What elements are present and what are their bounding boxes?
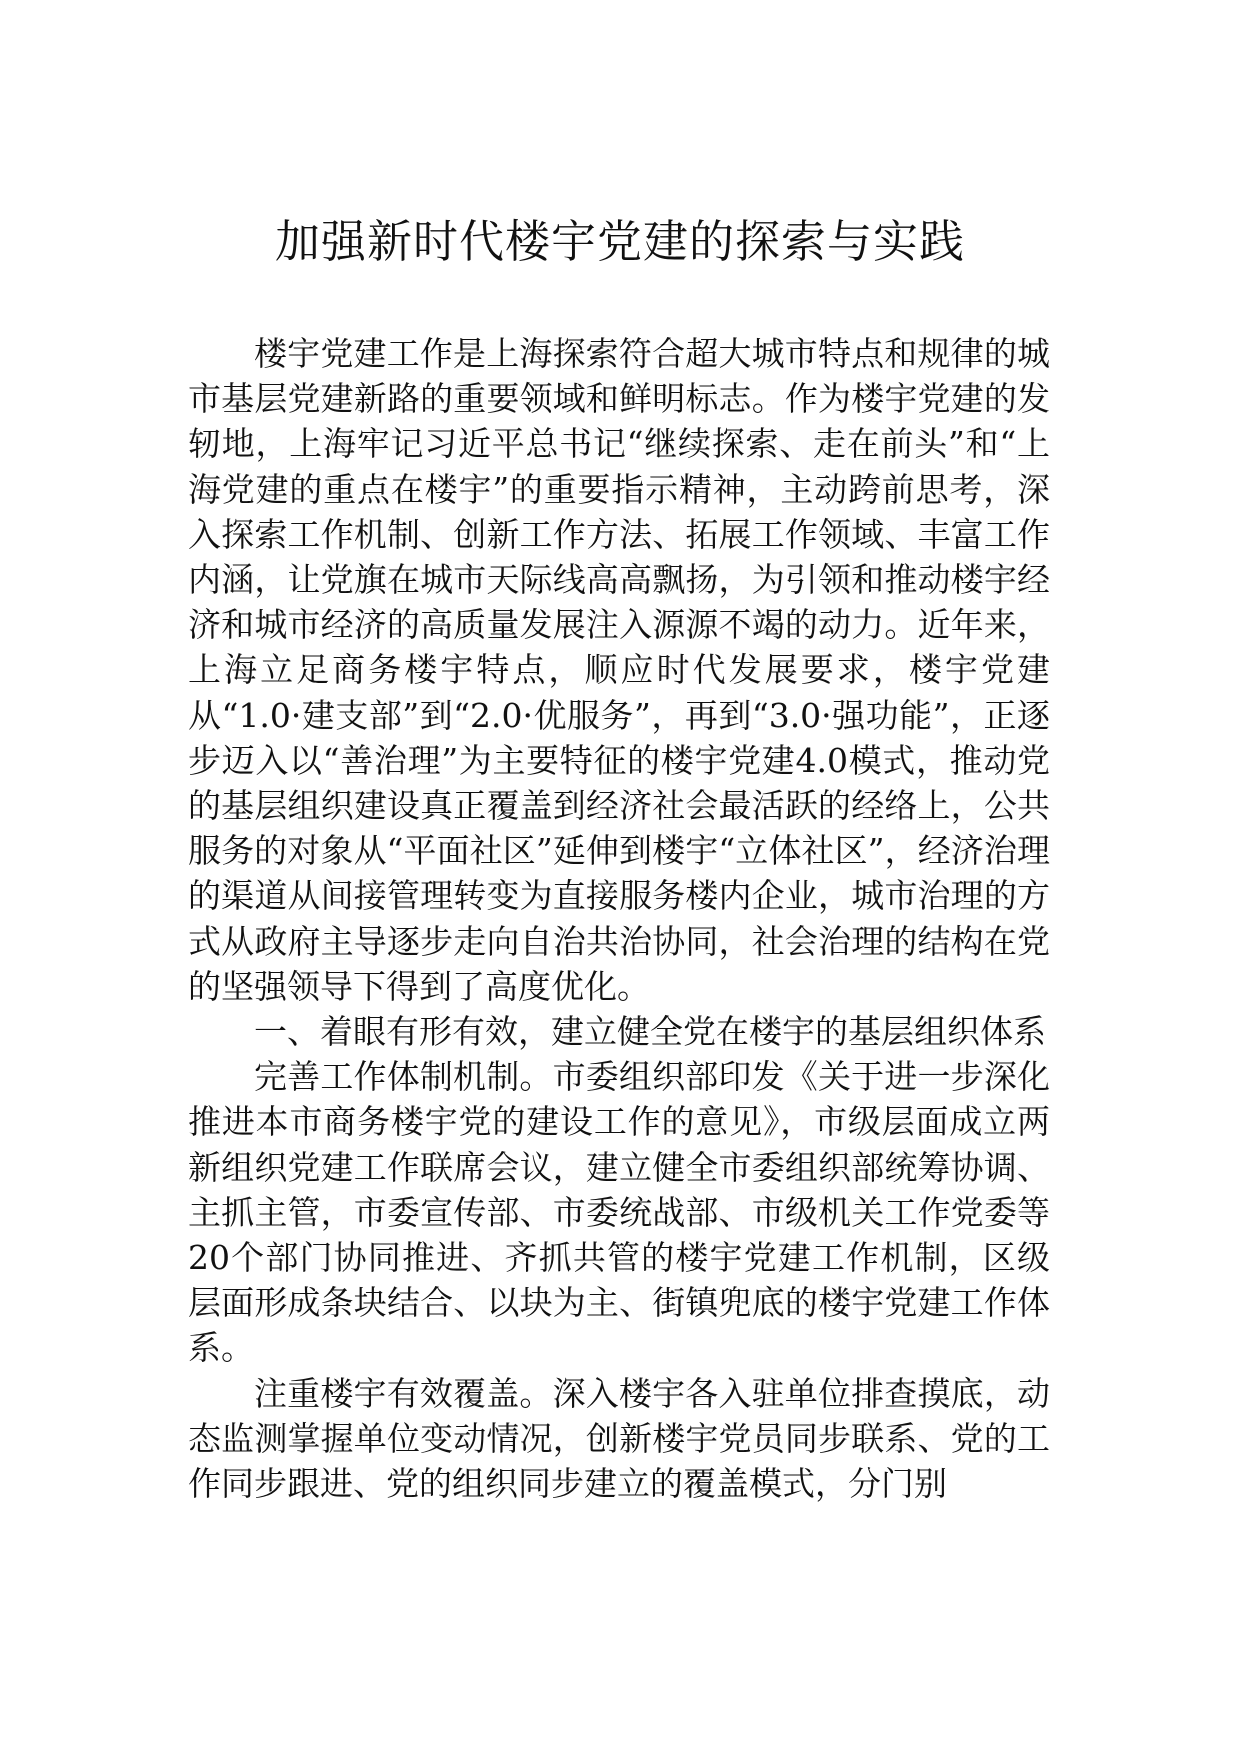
document-title: 加强新时代楼宇党建的探索与实践 bbox=[274, 215, 965, 268]
paragraph-coverage: 注重楼宇有效覆盖。深入楼宇各入驻单位排查摸底，动态监测掌握单位变动情况，创新楼宇党员同步联系、党的工作同步跟进、党的组织同步建立的覆盖模式，分门别 bbox=[188, 1373, 1050, 1504]
paragraph-intro: 楼宇党建工作是上海探索符合超大城市特点和规律的城市基层党建新路的重要领域和鲜明标志。作为楼宇党建的发轫地，上海牢记习近平总书记“继续探索、走在前头”和“上海党建的重点在楼宇”的重要指示精神，主动跨前思考，深入探索工作机制、创新工作方法、拓展工作领域、丰富工作内涵，让党旗在城市天际线高高飘扬，为引领和推动楼宇经济和城市经济的高质量发展注入源源不竭的动力。近年来，上海立足商务楼宇特点，顺应时代发展要求，楼宇党建从“1.0·建支部”到“2.0·优服务”，再到“3.0·强功能”，正逐步迈入以“善治理”为主要特征的楼宇党建4.0模式，推动党的基层组织建设真正覆盖到经济社会最活跃的经络上，公共服务的对象从“平面社区”延伸到楼宇“立体社区”，经济治理的渠道从间接管理转变为直接服务楼内企业，城市治理的方式从政府主导逐步走向自治共治协同，社会治理的结构在党的坚强领导下得到了高度优化。 bbox=[188, 334, 1050, 1006]
section-heading-1: 一、着眼有形有效，建立健全党在楼宇的基层组织体系 bbox=[254, 1012, 1046, 1052]
paragraph-work-mechanism: 完善工作体制机制。市委组织部印发《关于进一步深化推进本市商务楼宇党的建设工作的意见》，市级层面成立两新组织党建工作联席会议，建立健全市委组织部统筹协调、主抓主管，市委宣传部、市委统战部、市级机关工作党委等20个部门协同推进、齐抓共管的楼宇党建工作机制，区级层面形成条块结合、以块为主、街镇兜底的楼宇党建工作体系。 bbox=[188, 1057, 1050, 1368]
document-body bbox=[188, 331, 1050, 1506]
